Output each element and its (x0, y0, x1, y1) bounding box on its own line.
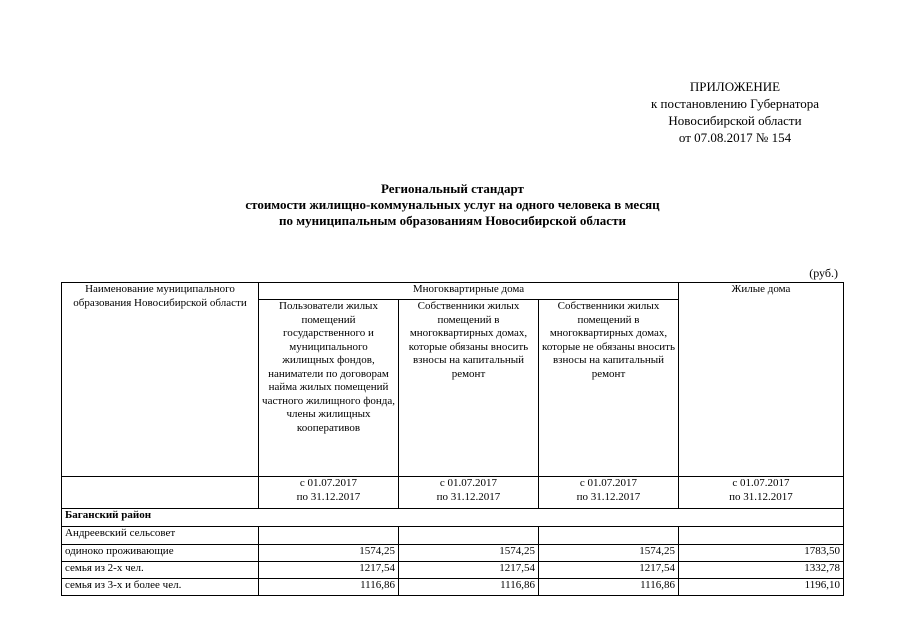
appendix-region: Новосибирской области (668, 113, 802, 128)
value-owners-not-paying: 1574,25 (539, 545, 679, 562)
period-cell (679, 477, 844, 509)
row-label: одиноко проживающие (62, 545, 259, 562)
value-houses: 1332,78 (679, 562, 844, 579)
settlement-name: Андреевский сельсовет (62, 527, 259, 545)
table-row (62, 562, 844, 579)
appendix-date: от 07.08.2017 № 154 (678, 130, 792, 145)
period-from: с 01.07.2017 (439, 477, 498, 489)
period-to: по 31.12.2017 (576, 490, 641, 503)
value-users: 1217,54 (259, 562, 399, 579)
table-row (62, 545, 844, 562)
period-to: по 31.12.2017 (436, 490, 501, 503)
district-name: Баганский район (62, 509, 844, 527)
period-cell (259, 477, 399, 509)
empty-cell (539, 527, 679, 545)
header-residential-houses: Жилые дома (679, 283, 844, 477)
period-empty-cell (62, 477, 259, 509)
appendix-header (600, 78, 870, 146)
row-label: семья из 2-х чел. (62, 562, 259, 579)
title-line-2: стоимости жилищно-коммунальных услуг на одного человека в месяц (245, 197, 660, 212)
district-row (62, 509, 844, 527)
subheader-users: Пользователи жилых помещений государственного и муниципального жилищных фондов, наниматели по договорам найма жилых помещений частного жилищного фонда, члены жилищных кооперативов (259, 300, 399, 477)
header-apartment-buildings: Многоквартирные дома (259, 283, 679, 300)
table-header-row (62, 283, 844, 300)
value-users: 1116,86 (259, 579, 399, 596)
value-owners-paying: 1116,86 (399, 579, 539, 596)
empty-cell (679, 527, 844, 545)
period-row (62, 477, 844, 509)
subheader-owners-paying: Собственники жилых помещений в многоквартирных домах, которые обязаны вносить взносы на капитальный ремонт (399, 300, 539, 477)
settlement-row (62, 527, 844, 545)
period-to: по 31.12.2017 (729, 490, 793, 503)
header-municipality: Наименование муниципального образования Новосибирской области (62, 283, 259, 477)
value-houses: 1196,10 (679, 579, 844, 596)
standards-table (61, 282, 844, 596)
value-owners-not-paying: 1116,86 (539, 579, 679, 596)
appendix-label: ПРИЛОЖЕНИЕ (689, 79, 781, 94)
value-houses: 1783,50 (679, 545, 844, 562)
period-to: по 31.12.2017 (296, 490, 361, 503)
value-users: 1574,25 (259, 545, 399, 562)
subheader-owners-not-paying: Собственники жилых помещений в многоквартирных домах, которые не обязаны вносить взносы на капитальный ремонт (539, 300, 679, 477)
empty-cell (399, 527, 539, 545)
units-label: (руб.) (809, 266, 838, 280)
period-from: с 01.07.2017 (579, 477, 638, 489)
period-cell (539, 477, 679, 509)
row-label: семья из 3-х и более чел. (62, 579, 259, 596)
value-owners-paying: 1574,25 (399, 545, 539, 562)
table-row (62, 579, 844, 596)
title-line-3: по муниципальным образованиям Новосибирской области (279, 213, 626, 228)
appendix-decree: к постановлению Губернатора (650, 96, 820, 111)
value-owners-not-paying: 1217,54 (539, 562, 679, 579)
document-title (100, 181, 805, 229)
empty-cell (259, 527, 399, 545)
value-owners-paying: 1217,54 (399, 562, 539, 579)
period-from: с 01.07.2017 (732, 477, 790, 489)
period-cell (399, 477, 539, 509)
period-from: с 01.07.2017 (299, 477, 358, 489)
title-line-1: Региональный стандарт (381, 181, 524, 196)
